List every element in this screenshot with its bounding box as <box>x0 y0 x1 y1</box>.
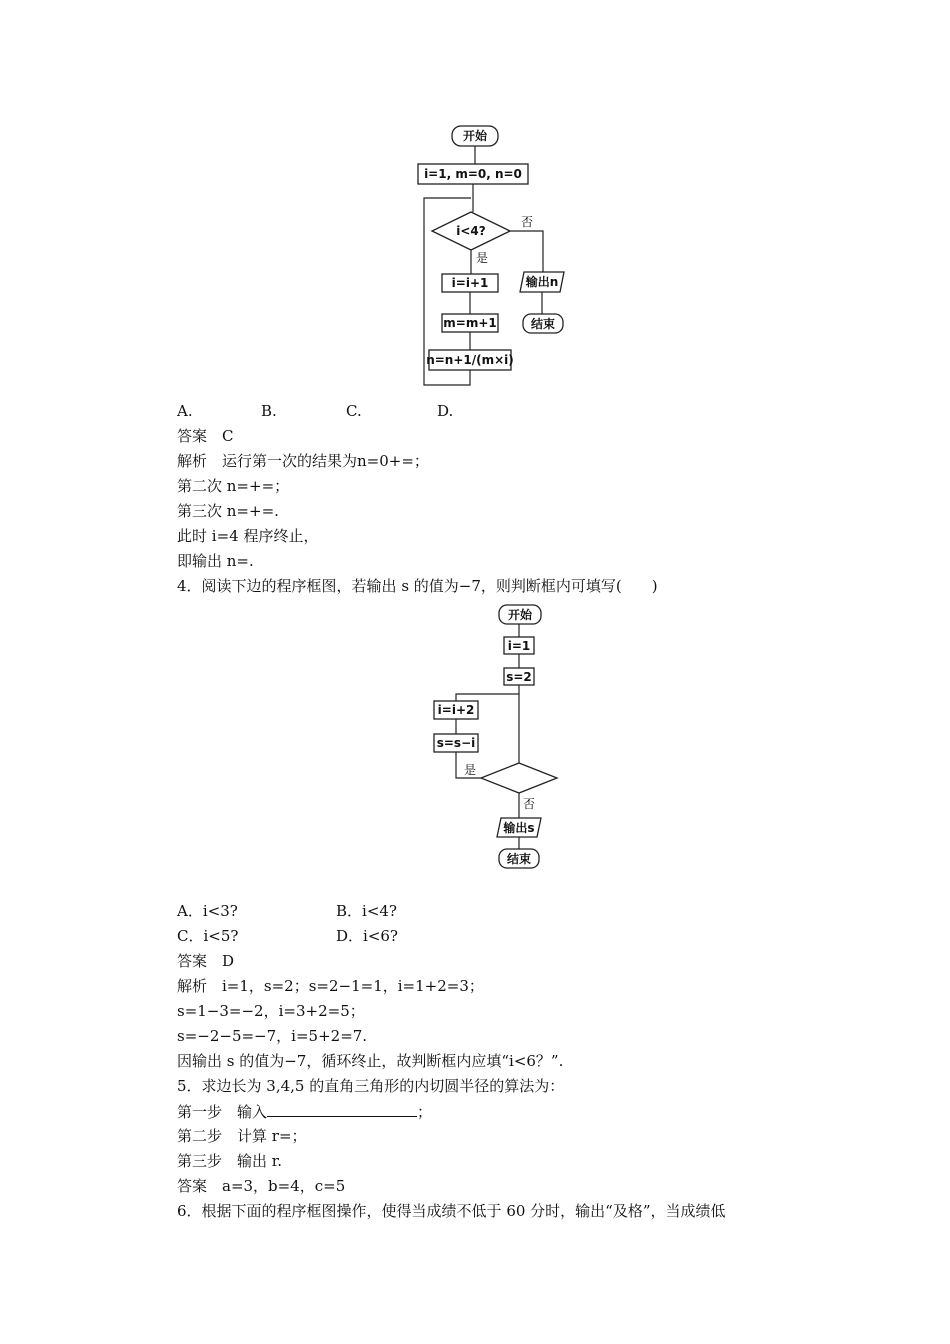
q4-option-d: D．i<6? <box>336 927 398 945</box>
q3-option-b: B. <box>261 402 277 420</box>
flowchart-1 <box>400 120 600 395</box>
q5-step-3: 第三步 输出 r. <box>177 1152 283 1170</box>
condition-label: i<4? <box>456 224 486 238</box>
step-i-label: i=i+1 <box>451 276 489 290</box>
q5-step-1-tail: ； <box>417 1103 433 1121</box>
q5-question: 5．求边长为 3,4,5 的直角三角形的内切圆半径的算法为： <box>177 1077 565 1095</box>
step-n-label: n=n+1/(m×i) <box>426 353 514 367</box>
q4-analysis-line: s=1−3=−2，i=3+2=5； <box>177 1002 365 1020</box>
start-label: 开始 <box>507 608 533 622</box>
condition-diamond <box>481 763 557 793</box>
inc-label: i=i+2 <box>437 703 475 717</box>
output-label: 输出s <box>503 821 535 835</box>
yes-label: 是 <box>476 251 489 265</box>
q3-analysis-line: 即输出 n=. <box>177 552 254 570</box>
i-init-label: i=1 <box>507 639 531 653</box>
s-init-label: s=2 <box>506 670 532 684</box>
q4-analysis-line: 因输出 s 的值为−7，循环终止，故判断框内应填“i<6？”. <box>177 1052 564 1070</box>
q3-option-a: A. <box>177 402 193 420</box>
q3-analysis-line: 此时 i=4 程序终止， <box>177 527 319 545</box>
start-label: 开始 <box>462 129 488 143</box>
q6-question: 6．根据下面的程序框图操作，使得当成绩不低于 60 分时，输出“及格”，当成绩低 <box>177 1202 726 1220</box>
q4-option-a: A．i<3? <box>177 902 238 920</box>
q3-analysis-line: 第二次 n=+=； <box>177 477 290 495</box>
q4-analysis-line: s=−2−5=−7，i=5+2=7. <box>177 1027 368 1045</box>
q5-answer: 答案 a=3，b=4，c=5 <box>177 1177 346 1195</box>
no-label: 否 <box>521 215 534 229</box>
q5-blank <box>267 1101 417 1117</box>
q5-step-1 <box>177 1101 432 1122</box>
no-label: 否 <box>523 797 536 811</box>
end-label: 结束 <box>530 317 556 331</box>
q4-option-c: C．i<5? <box>177 927 239 945</box>
q5-step-2: 第二步 计算 r=； <box>177 1127 307 1145</box>
q3-analysis-line: 解析 运行第一次的结果为n=0+=； <box>177 452 429 470</box>
flowchart-2 <box>420 600 570 875</box>
output-label: 输出n <box>525 275 559 289</box>
sub-label: s=s−i <box>436 736 476 750</box>
q4-answer: 答案 D <box>177 952 235 970</box>
end-label: 结束 <box>506 852 532 866</box>
q4-analysis-line: 解析 i=1，s=2；s=2−1=1，i=1+2=3； <box>177 977 484 995</box>
q3-answer: 答案 C <box>177 427 234 445</box>
q4-option-b: B．i<4? <box>336 902 397 920</box>
q4-question: 4．阅读下边的程序框图，若输出 s 的值为−7，则判断框内可填写( ) <box>177 577 658 595</box>
q3-option-d: D. <box>437 402 454 420</box>
yes-label: 是 <box>464 763 477 777</box>
q3-analysis-line: 第三次 n=+=. <box>177 502 279 520</box>
step-m-label: m=m+1 <box>443 316 497 330</box>
q3-option-c: C. <box>346 402 362 420</box>
q5-step-1-text: 第一步 输入 <box>177 1103 268 1121</box>
init-label: i=1, m=0, n=0 <box>424 167 522 181</box>
